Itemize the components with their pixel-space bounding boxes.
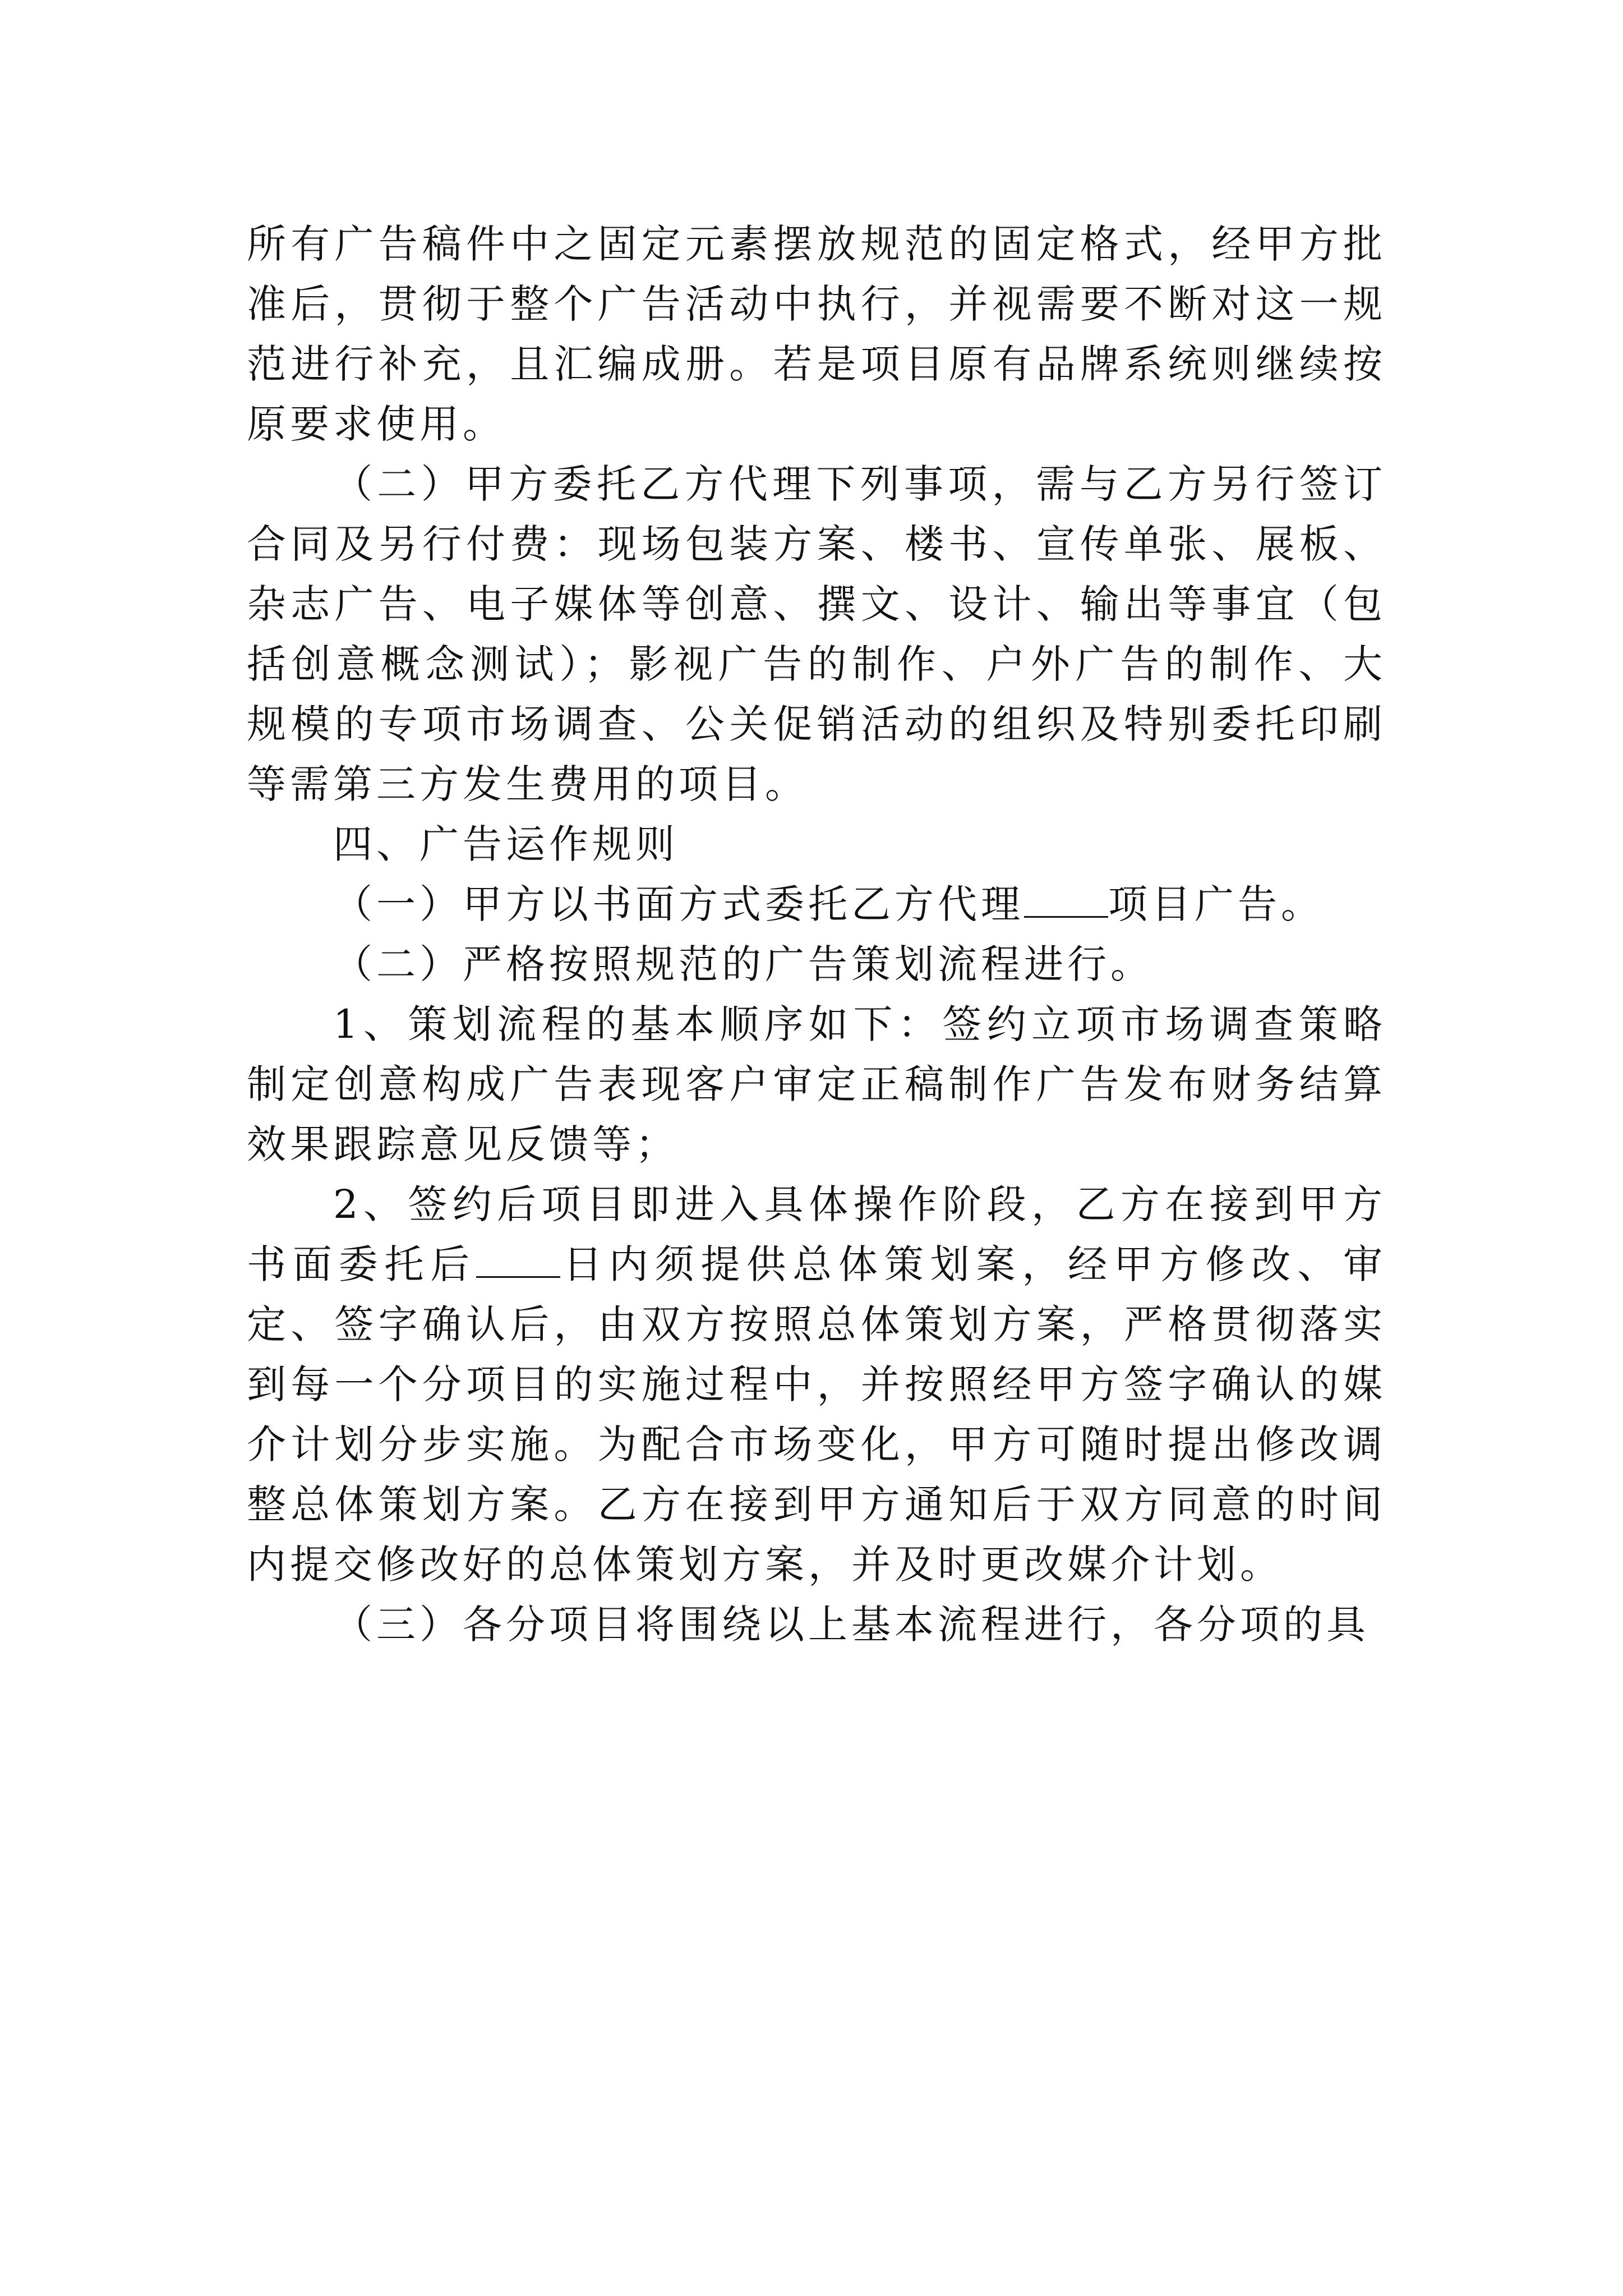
text-segment: 日内须提供总体策划案，经甲方修改、审定、签字确认后，由双方按照总体策划方案，严格贯彻落实到每一个分项目的实施过程中，并按照经甲方签字确认的媒介计划分步实施。为配合市场变化，甲方可随时提出修改调整总体策划方案。乙方在接到甲方通知后于双方同意的时间内提交修改好的总体策划方案，并及时更改媒介计划。 <box>247 1241 1387 1588</box>
paragraph-written-entrustment <box>247 875 1386 935</box>
paragraph-sub-projects: （三）各分项目将围绕以上基本流程进行，各分项的具 <box>333 1602 1370 1648</box>
paragraph-delegated-matters: （二）甲方委托乙方代理下列事项，需与乙方另行签订合同及另行付费：现场包装方案、楼书、宣传单张、展板、杂志广告、电子媒体等创意、撰文、设计、输出等事宜（包括创意概念测试）；影视广告的制作、户外广告的制作、大规模的专项市场调查、公关促销活动的组织及特别委托印刷等需第三方发生费用的项目。 <box>247 461 1386 807</box>
document-body <box>247 214 1386 1655</box>
text-segment: （一）甲方以书面方式委托乙方代理 <box>333 881 1024 927</box>
text-segment: 2、签约后项目即进入具体操作阶段，乙方在接到甲方书面委托后 <box>247 1181 1386 1287</box>
paragraph-planning-process: （二）严格按照规范的广告策划流程进行。 <box>333 941 1154 987</box>
paragraph-continuation: 所有广告稿件中之固定元素摆放规范的固定格式，经甲方批准后，贯彻于整个广告活动中执行，并视需要不断对这一规范进行补充，且汇编成册。若是项目原有品牌系统则继续按原要求使用。 <box>247 221 1386 447</box>
paragraph-process-order: 1、策划流程的基本顺序如下：签约立项市场调查策略制定创意构成广告表现客户审定正稿制作广告发布财务结算效果跟踪意见反馈等； <box>247 1001 1386 1167</box>
text-segment: 项目广告。 <box>1108 881 1324 927</box>
paragraph-operation-stage <box>247 1175 1386 1595</box>
fill-in-blank <box>476 1241 560 1278</box>
fill-in-blank <box>1024 881 1108 918</box>
section-heading-advertising-rules: 四、广告运作规则 <box>333 821 679 867</box>
